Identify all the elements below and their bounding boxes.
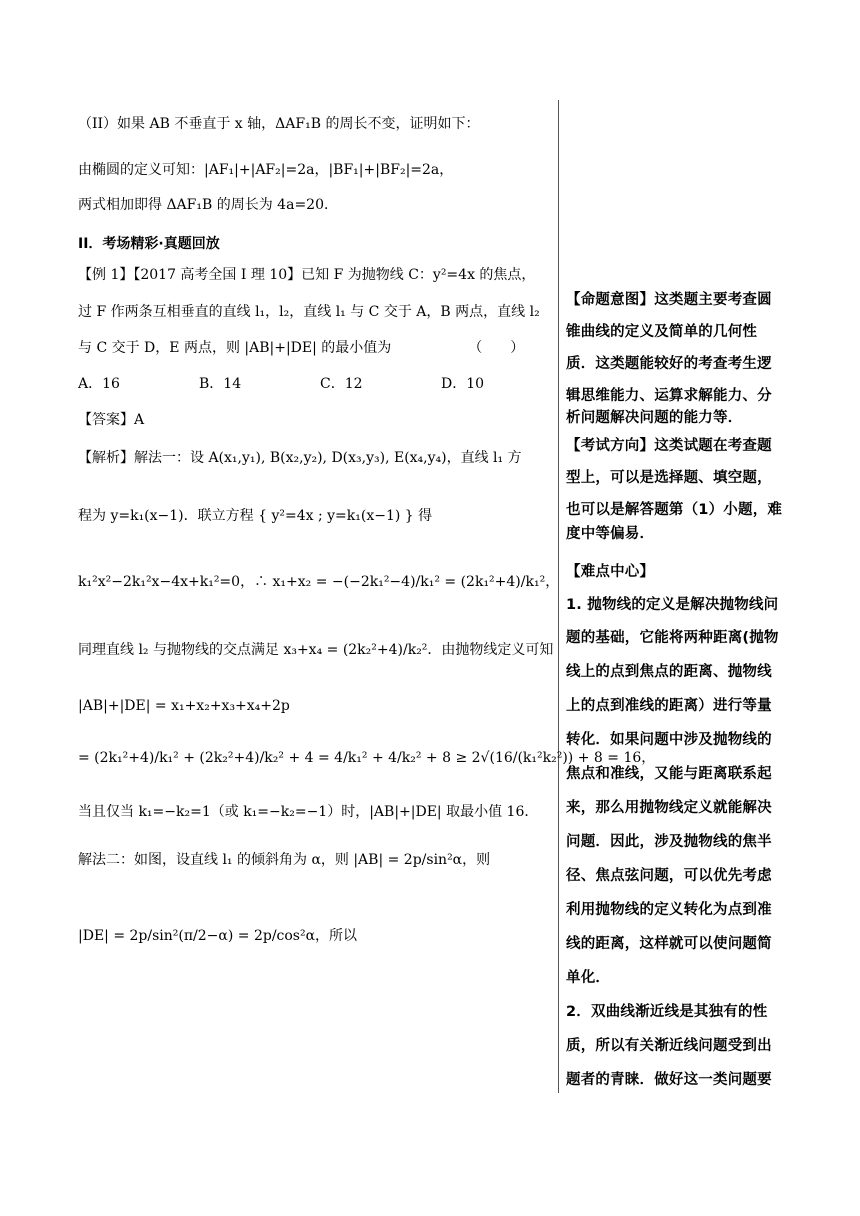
example-line: 过 F 作两条互相垂直的直线 l₁，l₂，直线 l₁ 与 C 交于 A，B 两点，直线 l₂ xyxy=(78,304,540,320)
solution-line: 同理直线 l₂ 与抛物线的交点满足 x₃+x₄ = (2k₂²+4)/k₂²．由抛物线定义可知 xyxy=(78,642,554,658)
note-line: 线上的点到焦点的距离、抛物线 xyxy=(566,664,772,680)
note-line: 转化．如果问题中涉及抛物线的 xyxy=(566,732,772,748)
note-line: 焦点和准线，又能与距离联系起 xyxy=(566,766,772,782)
formula-line: |AB|+|DE| = x₁+x₂+x₃+x₄+2p xyxy=(78,698,290,714)
option-c: C．12 xyxy=(320,376,363,392)
note-line: 来，那么用抛物线定义就能解决 xyxy=(566,800,772,816)
note-line: 也可以是解答题第（1）小题，难 xyxy=(566,502,783,518)
text-line: 由椭圆的定义可知：|AF₁|+|AF₂|=2a，|BF₁|+|BF₂|=2a， xyxy=(78,162,454,178)
solution-line: 【解析】解法一：设 A(x₁,y₁), B(x₂,y₂), D(x₃,y₃), E(x₄,y₄)，直线 l₁ 方 xyxy=(78,450,522,466)
answer-options xyxy=(78,374,562,394)
formula-line: k₁²x²−2k₁²x−4x+k₁²=0，∴ x₁+x₂ = −(−2k₁²−4)/k₁² = (2k₁²+4)/k₁²， xyxy=(78,574,560,590)
text-line: 两式相加即得 ΔAF₁B 的周长为 4a=20． xyxy=(78,197,338,213)
note-line: 利用抛物线的定义转化为点到准 xyxy=(566,902,772,918)
note-line: 辑思维能力、运算求解能力、分 xyxy=(566,388,772,404)
note-line: 题的基础，它能将两种距离(抛物 xyxy=(566,630,779,646)
note-line: 质．这类题能较好的考查考生逻 xyxy=(566,356,772,372)
note-line: 【命题意图】这类题主要考查圆 xyxy=(566,292,772,308)
note-line: 2．双曲线渐近线是其独有的性 xyxy=(566,1004,768,1020)
note-line: 型上，可以是选择题、填空题， xyxy=(566,470,772,486)
note-line: 题者的青睐．做好这一类问题要 xyxy=(566,1072,772,1088)
option-d: D．10 xyxy=(441,376,485,392)
solution-line: 程为 y=k₁(x−1)．联立方程 { y²=4x ; y=k₁(x−1) } 得 xyxy=(78,508,433,524)
note-heading: 【难点中心】 xyxy=(566,564,655,580)
formula-line: = (2k₁²+4)/k₁² + (2k₂²+4)/k₂² + 4 = 4/k₁² + 4/k₂² + 8 ≥ 2√(16/(k₁²k₂²)) + 8 = 16， xyxy=(78,750,656,766)
formula-line: |DE| = 2p/sin²(π/2−α) = 2p/cos²α，所以 xyxy=(78,928,358,944)
note-line: 1. 抛物线的定义是解决抛物线问 xyxy=(566,597,779,613)
option-a: A．16 xyxy=(78,376,120,392)
note-line: 度中等偏易． xyxy=(566,526,655,542)
solution-line: 当且仅当 k₁=−k₂=1（或 k₁=−k₂=−1）时，|AB|+|DE| 取最小值 16． xyxy=(78,804,539,820)
section-heading: II．考场精彩·真题回放 xyxy=(78,236,220,252)
column-divider xyxy=(558,100,559,1093)
note-line: 质，所以有关渐近线问题受到出 xyxy=(566,1038,772,1054)
note-line: 锥曲线的定义及简单的几何性 xyxy=(566,324,758,340)
note-line: 单化． xyxy=(566,970,611,986)
solution-line: 解法二：如图，设直线 l₁ 的倾斜角为 α，则 |AB| = 2p/sin²α，则 xyxy=(78,852,491,868)
text-line: （II）如果 AB 不垂直于 x 轴，ΔAF₁B 的周长不变，证明如下： xyxy=(78,116,480,132)
note-line: 径、焦点弦问题，可以优先考虑 xyxy=(566,868,772,884)
option-b: B．14 xyxy=(199,376,242,392)
note-line: 析问题解决问题的能力等． xyxy=(566,410,743,426)
note-line: 线的距离，这样就可以使问题简 xyxy=(566,936,772,952)
note-line: 问题．因此，涉及抛物线的焦半 xyxy=(566,834,772,850)
example-line: 【例 1】【2017 高考全国 I 理 10】已知 F 为抛物线 C：y²=4x 的焦点， xyxy=(78,267,536,283)
answer-line: 【答案】A xyxy=(78,412,145,428)
note-line: 【考试方向】这类试题在考查题 xyxy=(566,438,772,454)
example-line: 与 C 交于 D，E 两点，则 |AB|+|DE| 的最小值为 （ ） xyxy=(78,340,525,356)
note-line: 上的点到准线的距离）进行等量 xyxy=(566,698,772,714)
